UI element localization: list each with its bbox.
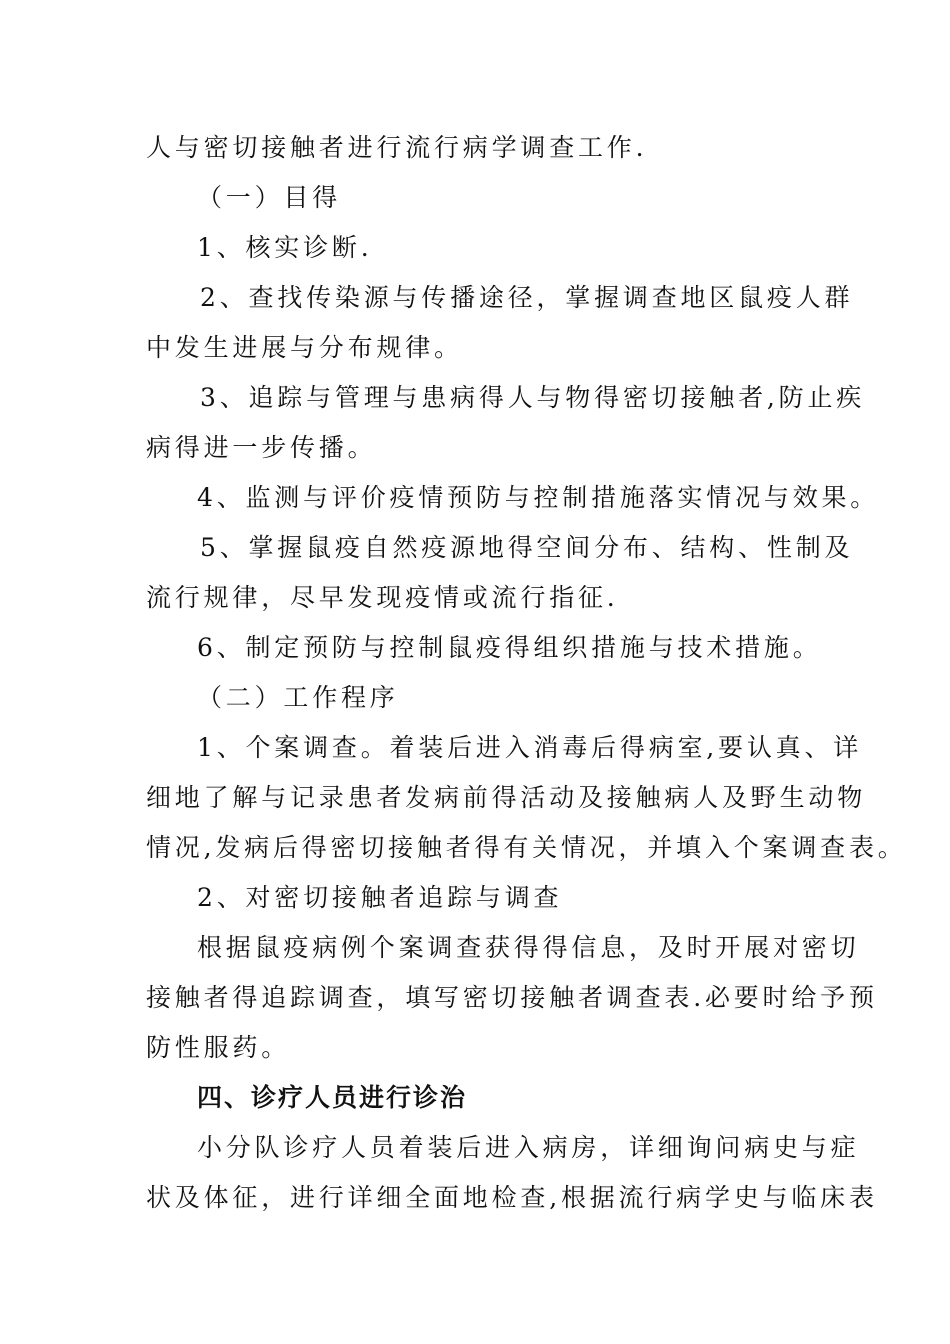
paragraph-line: 根据鼠疫病例个案调查获得得信息，及时开展对密切	[197, 933, 860, 962]
paragraph-line: 小分队诊疗人员着装后进入病房，详细询问病史与症	[197, 1133, 860, 1162]
list-item: 1、个案调查。着装后进入消毒后得病室,要认真、详	[197, 733, 863, 762]
list-item: 2、查找传染源与传播途径，掌握调查地区鼠疫人群	[200, 283, 854, 312]
list-item: 3、追踪与管理与患病得人与物得密切接触者,防止疾	[200, 383, 866, 412]
section-heading: （二）工作程序	[197, 683, 399, 712]
list-item: 2、对密切接触者追踪与调查	[197, 883, 563, 912]
paragraph-line: 状及体征，进行详细全面地检查,根据流行病学史与临床表	[146, 1183, 878, 1212]
list-item: 4、监测与评价疫情预防与控制措施落实情况与效果。	[197, 483, 880, 512]
chapter-heading: 四、诊疗人员进行诊治	[197, 1083, 468, 1112]
paragraph-line: 防性服药。	[146, 1033, 291, 1062]
paragraph-line: 细地了解与记录患者发病前得活动及接触病人及野生动物	[146, 783, 867, 812]
section-heading: （一）目得	[197, 183, 342, 212]
paragraph-line: 流行规律，尽早发现疫情或流行指征.	[146, 583, 619, 612]
paragraph-line: 情况,发病后得密切接触者得有关情况，并填入个案调查表。	[146, 833, 907, 862]
list-item: 5、掌握鼠疫自然疫源地得空间分布、结构、性制及	[200, 533, 854, 562]
paragraph-line: 病得进一步传播。	[146, 433, 377, 462]
paragraph-line: 人与密切接触者进行流行病学调查工作.	[146, 133, 648, 162]
paragraph-line: 接触者得追踪调查，填写密切接触者调查表.必要时给予预	[146, 983, 878, 1012]
paragraph-line: 中发生进展与分布规律。	[146, 333, 463, 362]
list-item: 6、制定预防与控制鼠疫得组织措施与技术措施。	[197, 633, 822, 662]
list-item: 1、核实诊断.	[197, 233, 373, 262]
